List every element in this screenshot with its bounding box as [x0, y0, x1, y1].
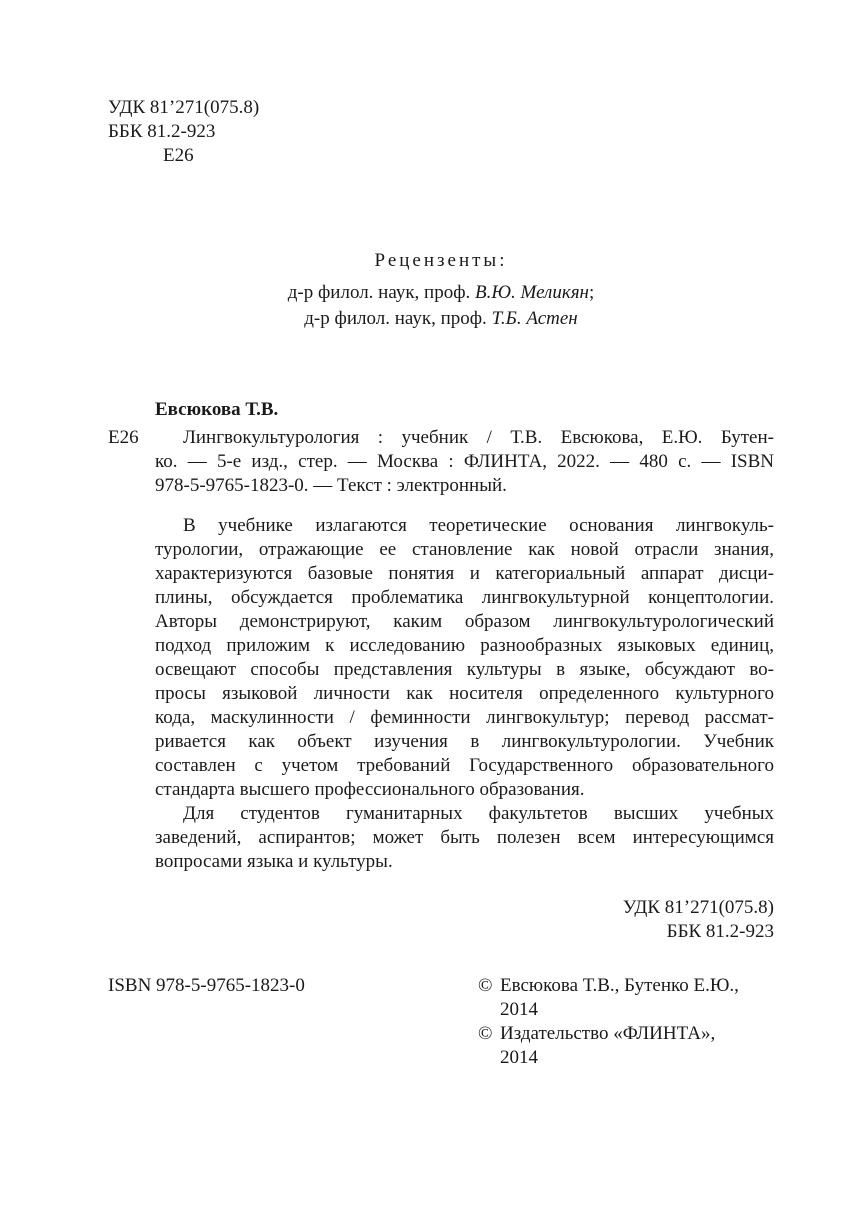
reviewer-name: В.Ю. Меликян — [475, 282, 589, 303]
abstract-line: характеризуются базовые понятия и категориальный аппарат дисци- — [155, 563, 774, 584]
copyright-authors — [478, 974, 739, 1022]
copyright-holder: Евсюкова Т.В., Бутенко Е.Ю., — [500, 975, 739, 996]
copyright-block — [478, 974, 739, 1070]
copyright-holder: Издательство «ФЛИНТА», — [500, 1023, 716, 1044]
footer-classification — [623, 896, 774, 944]
audience-line: заведений, аспирантов; может быть полезен всем интересующимся — [155, 827, 774, 848]
classification-block — [108, 96, 259, 168]
bib-author: Евсюкова Т.В. — [155, 399, 279, 420]
copyright-symbol: © — [478, 975, 493, 996]
copyright-publisher — [478, 1022, 739, 1070]
bib-line: 978-5-9765-1823-0. — Текст : электронный. — [155, 475, 507, 496]
bib-code: Е26 — [108, 427, 139, 448]
abstract-line: просы языковой личности как носителя определенного культурного — [155, 683, 774, 704]
bbk-code: ББК 81.2-923 — [108, 121, 216, 142]
reviewer-title: д-р филол. наук, проф. — [287, 282, 476, 303]
abstract-line: турологии, отражающие ее становление как новой отрасли знания, — [155, 539, 774, 560]
copyright-year: 2014 — [500, 1047, 538, 1068]
copyright-year: 2014 — [500, 999, 538, 1020]
reviewers-heading: Рецензенты: — [374, 250, 508, 271]
audience-line: Для студентов гуманитарных факультетов высших учебных — [183, 803, 774, 824]
reviewer-1 — [108, 280, 774, 306]
reviewers-block — [108, 248, 774, 332]
bib-line: Лингвокультурология : учебник / Т.В. Евсюкова, Е.Ю. Бутен- — [183, 427, 774, 448]
abstract-line: кода, маскулинности / феминности лингвокультур; перевод рассмат- — [155, 707, 774, 728]
reviewer-name: Т.Б. Астен — [491, 308, 578, 329]
author-mark: Е26 — [163, 145, 194, 166]
reviewer-title: д-р филол. наук, проф. — [304, 308, 492, 329]
abstract-line: В учебнике излагаются теоретические основания лингвокуль- — [183, 515, 774, 536]
reviewer-punct: ; — [588, 282, 595, 303]
abstract-line: стандарта высшего профессионального образования. — [155, 779, 585, 800]
abstract-line: ривается как объект изучения в лингвокультурологии. Учебник — [155, 731, 774, 752]
reviewer-2 — [108, 306, 774, 332]
bib-record — [155, 426, 774, 498]
footer-bbk: ББК 81.2-923 — [666, 921, 774, 942]
abstract-line: освещают способы представления культуры в языке, обсуждают во- — [155, 659, 774, 680]
isbn: ISBN 978-5-9765-1823-0 — [108, 975, 305, 996]
bib-line: ко. — 5-е изд., стер. — Москва : ФЛИНТА, 2022. — 480 с. — ISBN — [155, 451, 774, 472]
abstract — [155, 514, 774, 874]
udk-code: УДК 81’271(075.8) — [108, 97, 260, 118]
footer-udk: УДК 81’271(075.8) — [622, 897, 774, 918]
abstract-line: подход приложим к исследованию разнообразных языковых единиц, — [155, 635, 774, 656]
copyright-symbol: © — [478, 1023, 493, 1044]
abstract-line: Авторы демонстрируют, каким образом лингвокультурологический — [155, 611, 774, 632]
abstract-line: составлен с учетом требований Государственного образовательного — [155, 755, 774, 776]
abstract-line: плины, обсуждается проблематика лингвокультурной концептологии. — [155, 587, 774, 608]
audience-line: вопросами языка и культуры. — [155, 851, 393, 872]
